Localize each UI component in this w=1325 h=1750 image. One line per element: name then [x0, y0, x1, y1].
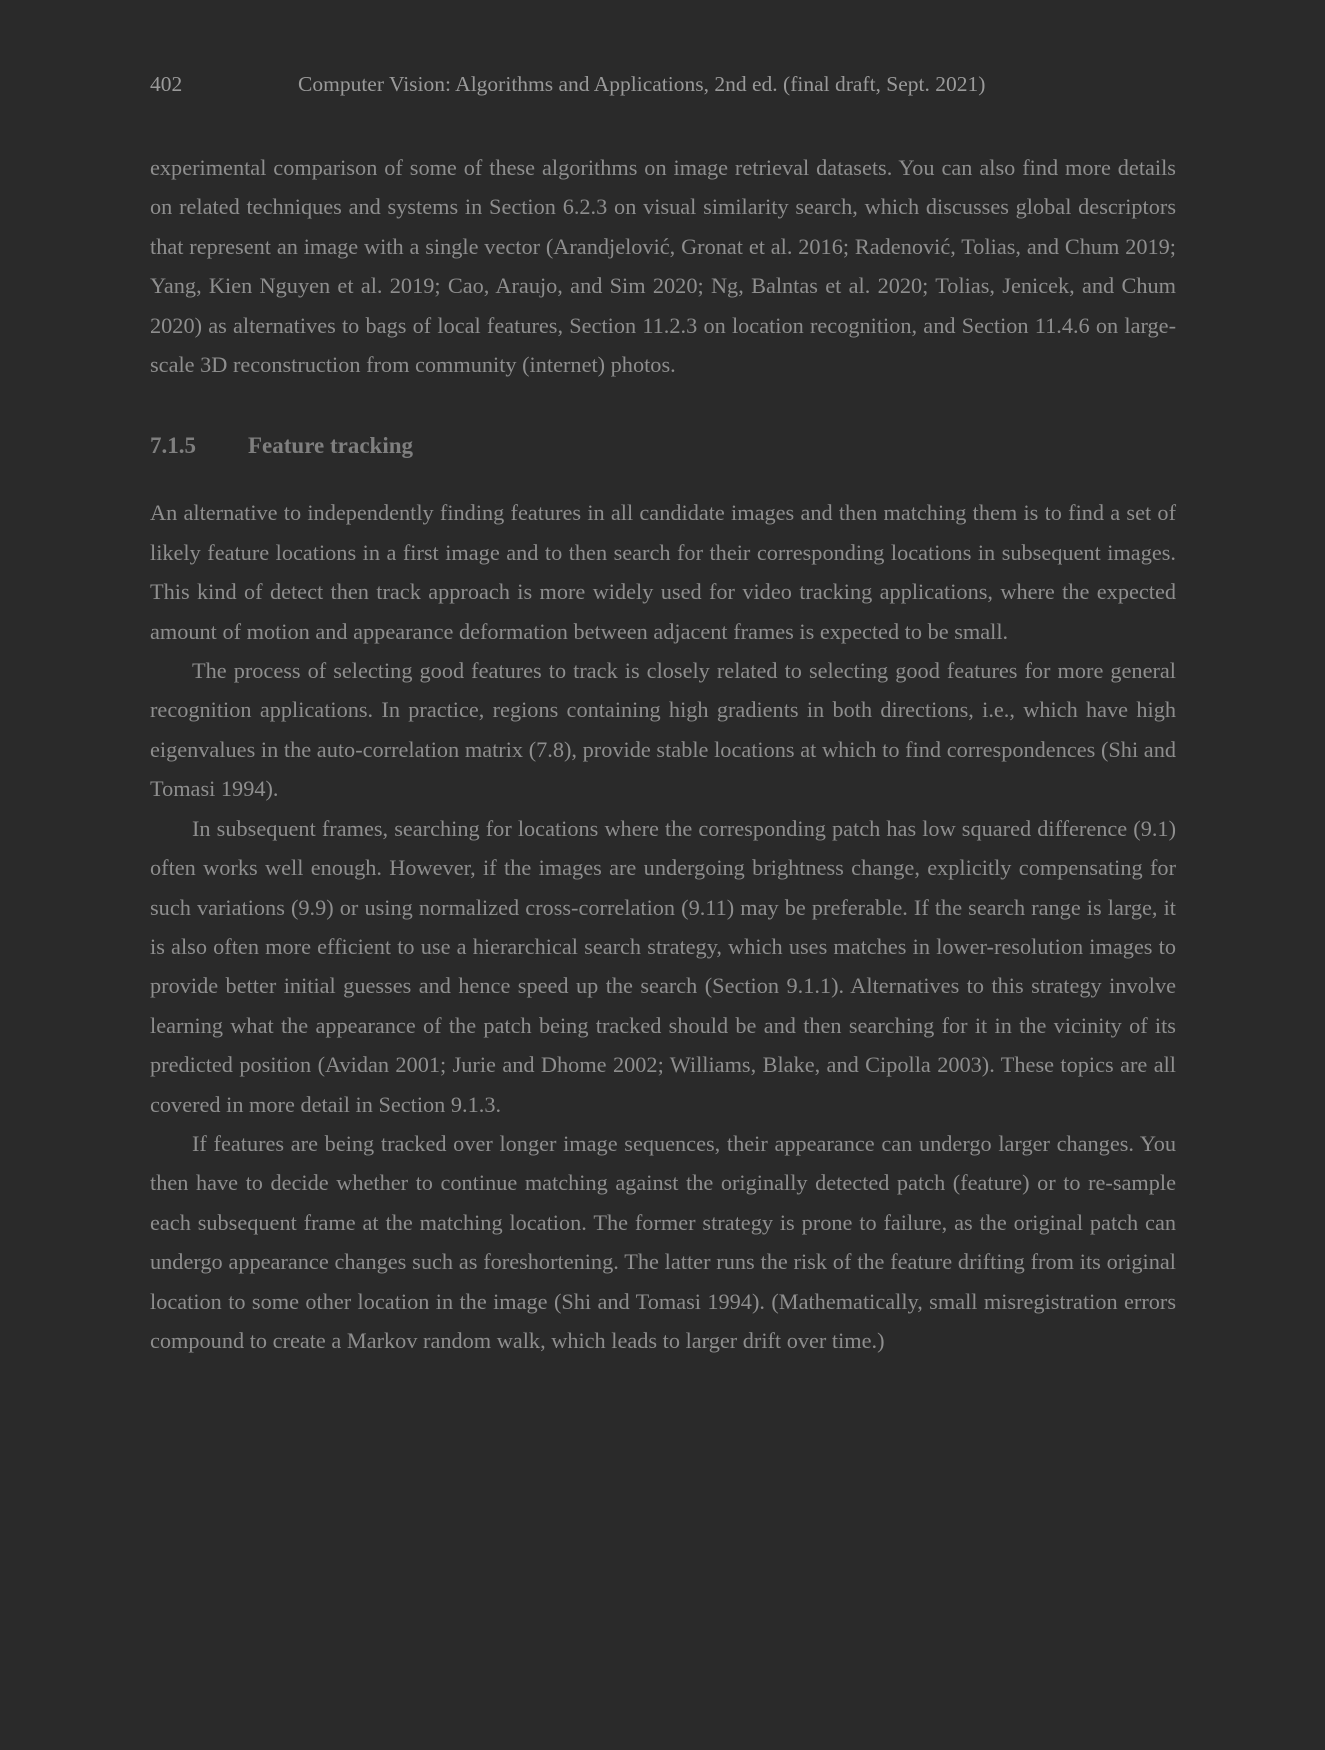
paragraph: An alternative to independently finding features in all candidate images and then matching them is to find a set of likely feature locations in a first image and to then search for their corresponding locations in subsequent images. This kind of detect then track approach is more widely used for video tracking applications, where the expected amount of motion and appearance deformation between adjacent frames is expected to be small. [150, 500, 1176, 644]
paragraph: If features are being tracked over longer image sequences, their appearance can undergo larger changes. You then have to decide whether to continue matching against the originally detected patch (feature) or to re-sample each subsequent frame at the matching location. The former strategy is prone to failure, as the original patch can undergo appearance changes such as foreshortening. The latter runs the risk of the feature drifting from its original location to some other location in the image (Shi and Tomasi 1994). (Mathematically, small misregistration errors compound to create a Markov random walk, which leads to larger drift over time.) [150, 1130, 1176, 1353]
section-heading [150, 426, 1176, 466]
page-number: 402 [150, 72, 183, 96]
running-header-title: Computer Vision: Algorithms and Applications, 2nd ed. (final draft, Sept. 2021) [298, 72, 986, 96]
page [150, 72, 1176, 1360]
section-title: Feature tracking [248, 433, 414, 459]
paragraph: In subsequent frames, searching for locations where the corresponding patch has low squared difference (9.1) often works well enough. However, if the images are undergoing brightness change, explicitly compensating for such variations (9.9) or using normalized cross-correlation (9.11) may be preferable. If the search range is large, it is also often more efficient to use a hierarchical search strategy, which uses matches in lower-resolution images to provide better initial guesses and hence speed up the search (Section 9.1.1). Alternatives to this strategy involve learning what the appearance of the patch being tracked should be and then searching for it in the vicinity of its predicted position (Avidan 2001; Jurie and Dhome 2002; Williams, Blake, and Cipolla 2003). These topics are all covered in more detail in Section 9.1.3. [150, 815, 1176, 1117]
paragraph: experimental comparison of some of these algorithms on image retrieval datasets. You can also find more details on related techniques and systems in Section 6.2.3 on visual similarity search, which discusses global descriptors that represent an image with a single vector (Arandjelović, Gronat et al. 2016; Radenović, Tolias, and Chum 2019; Yang, Kien Nguyen et al. 2019; Cao, Araujo, and Sim 2020; Ng, Balntas et al. 2020; Tolias, Jenicek, and Chum 2020) as alternatives to bags of local features, Section 11.2.3 on location recognition, and Section 11.4.6 on large-scale 3D reconstruction from community (internet) photos. [150, 155, 1176, 378]
running-header [150, 72, 1176, 112]
paragraph: The process of selecting good features to track is closely related to selecting good features for more general recognition applications. In practice, regions containing high gradients in both directions, i.e., which have high eigenvalues in the auto-correlation matrix (7.8), provide stable locations at which to find correspondences (Shi and Tomasi 1994). [150, 658, 1176, 802]
section-number: 7.1.5 [150, 433, 196, 459]
